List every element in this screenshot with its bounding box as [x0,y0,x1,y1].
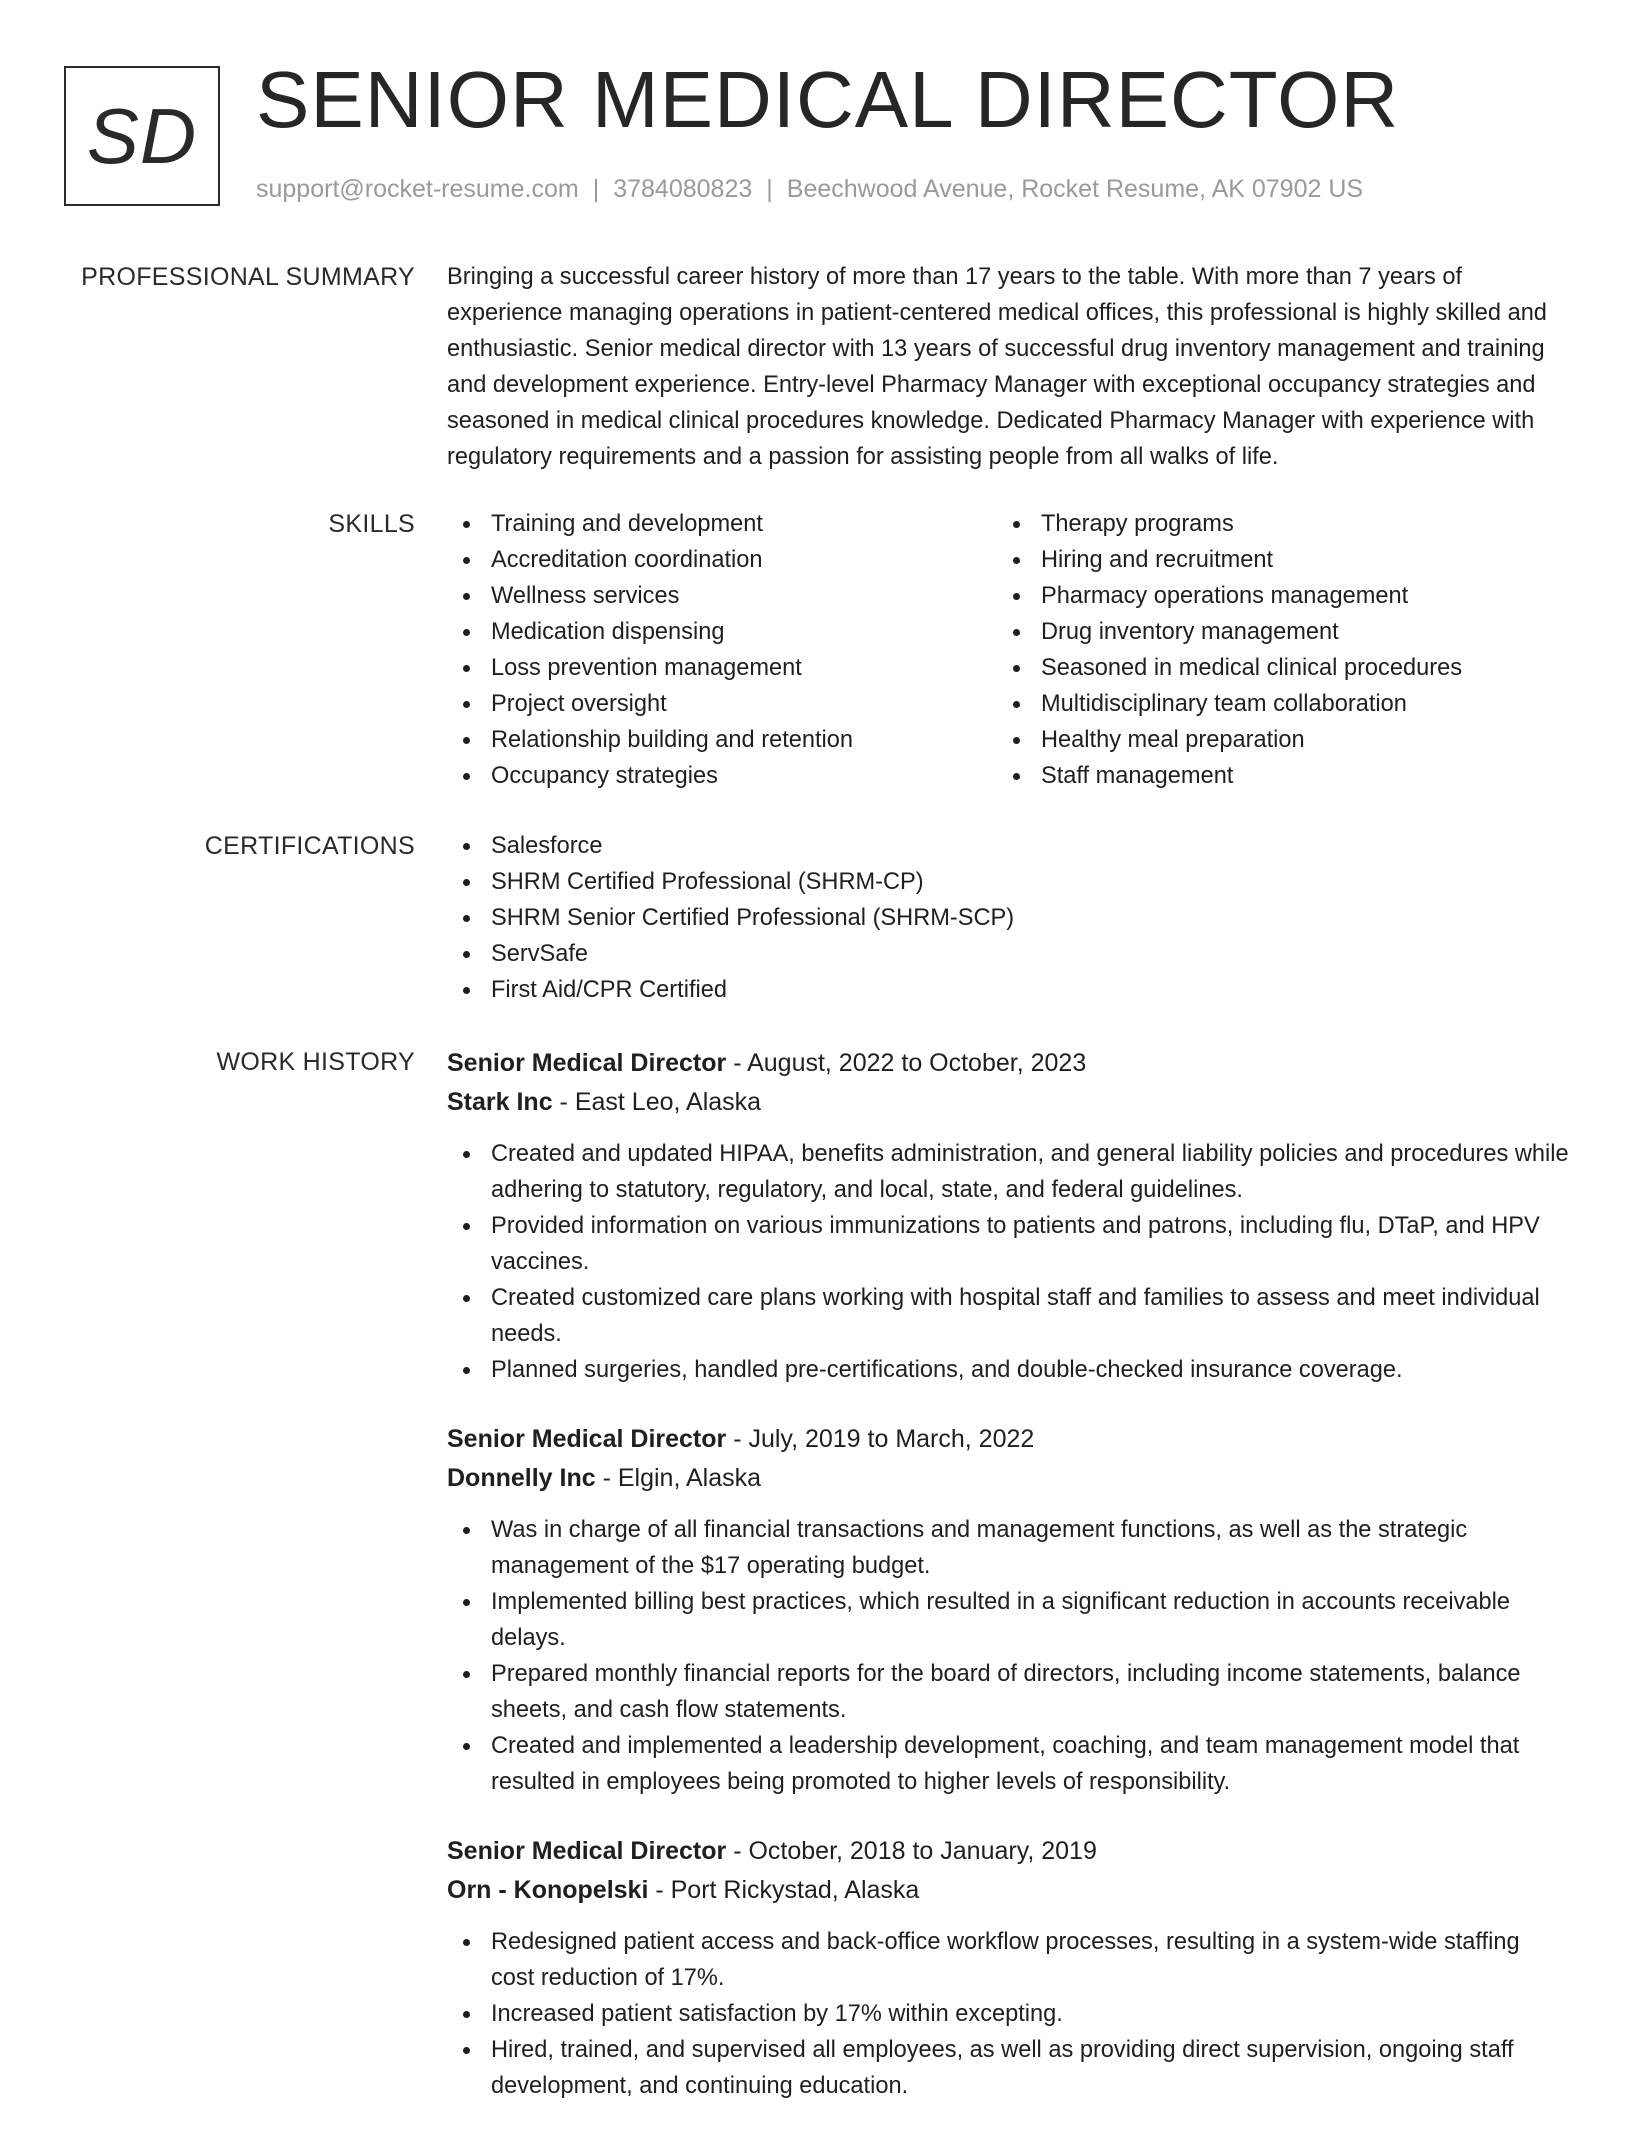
skill-item: Occupancy strategies [447,758,997,794]
job-location: - East Leo, Alaska [552,1088,762,1116]
skill-item: Therapy programs [997,506,1547,542]
job-duty: Was in charge of all financial transactions and management functions, as well as the strategic management of the $17 operating budget. [447,1512,1569,1584]
job-duty: Created and implemented a leadership development, coaching, and team management model that resulted in employees being promoted to higher levels of responsibility. [447,1728,1569,1800]
contact-separator: | [766,175,773,203]
contact-line [256,175,1363,204]
job-company-line [447,1459,1569,1498]
skill-item: Wellness services [447,578,997,614]
work-history-body [447,1044,1569,2136]
skills-list-left [447,506,997,794]
skill-item: Accreditation coordination [447,542,997,578]
job-location: - Elgin, Alaska [595,1464,761,1492]
contact-email[interactable]: support@rocket-resume.com [256,175,579,203]
skill-item: Drug inventory management [997,614,1547,650]
skill-item: Medication dispensing [447,614,997,650]
certification-item: SHRM Certified Professional (SHRM-CP) [447,864,1569,900]
job-title: Senior Medical Director [447,1049,727,1077]
summary-body [447,259,1569,475]
job-duty: Hired, trained, and supervised all employees, as well as providing direct supervision, ongoing staff development, and continuing education. [447,2032,1569,2104]
section-label-certifications: CERTIFICATIONS [204,832,415,860]
section-label-summary: PROFESSIONAL SUMMARY [81,263,415,291]
contact-phone[interactable]: 3784080823 [613,175,753,203]
job-duty: Implemented billing best practices, which resulted in a significant reduction in accounts receivable delays. [447,1584,1569,1656]
job-company-line [447,1083,1569,1122]
job-duties-list [447,1136,1569,1388]
job-company: Stark Inc [447,1088,553,1116]
skill-item: Multidisciplinary team collaboration [997,686,1547,722]
job-dates: - August, 2022 to October, 2023 [726,1049,1087,1077]
job-duties-list [447,1512,1569,1800]
job-duties-list [447,1924,1569,2104]
job-location: - Port Rickystad, Alaska [648,1876,920,1904]
job-entry [447,1044,1569,1388]
job-entry [447,1420,1569,1800]
certifications-list [447,828,1569,1008]
job-title: Senior Medical Director [447,1425,727,1453]
skill-item: Training and development [447,506,997,542]
skill-item: Healthy meal preparation [997,722,1547,758]
skill-item: Staff management [997,758,1547,794]
job-title-line [447,1420,1569,1459]
monogram-badge [64,66,220,206]
contact-address: Beechwood Avenue, Rocket Resume, AK 07902 US [786,175,1364,203]
job-title: Senior Medical Director [447,1837,727,1865]
certifications-body [447,828,1569,1008]
section-label-skills: SKILLS [328,510,415,538]
job-duty: Created customized care plans working with hospital staff and families to assess and meet individual needs. [447,1280,1569,1352]
skill-item: Relationship building and retention [447,722,997,758]
job-duty: Increased patient satisfaction by 17% within excepting. [447,1996,1569,2032]
certification-item: Salesforce [447,828,1569,864]
certification-item: First Aid/CPR Certified [447,972,1569,1008]
job-dates: - July, 2019 to March, 2022 [726,1425,1035,1453]
skill-item: Project oversight [447,686,997,722]
certification-item: ServSafe [447,936,1569,972]
job-dates: - October, 2018 to January, 2019 [726,1837,1097,1865]
job-duty: Redesigned patient access and back-office workflow processes, resulting in a system-wide staffing cost reduction of 17%. [447,1924,1569,1996]
contact-separator: | [592,175,600,203]
job-company-line [447,1871,1569,1910]
skills-list-right [997,506,1547,794]
job-duty: Planned surgeries, handled pre-certifications, and double-checked insurance coverage. [447,1352,1569,1388]
skill-item: Loss prevention management [447,650,997,686]
job-company: Orn - Konopelski [447,1876,649,1904]
resume-title: SENIOR MEDICAL DIRECTOR [256,55,1400,144]
job-duty: Created and updated HIPAA, benefits administration, and general liability policies and procedures while adhering to statutory, regulatory, and local, state, and federal guidelines. [447,1136,1569,1208]
job-company: Donnelly Inc [447,1464,596,1492]
monogram-initials: SD [86,92,198,180]
skills-columns [447,506,1569,794]
certification-item: SHRM Senior Certified Professional (SHRM-SCP) [447,900,1569,936]
skill-item: Seasoned in medical clinical procedures [997,650,1547,686]
job-title-line [447,1044,1569,1083]
summary-text: Bringing a successful career history of more than 17 years to the table. With more than 7 years of experience managing operations in patient-centered medical offices, this professional is highly skilled and enthusiastic. Senior medical director with 13 years of successful drug inventory management and training and development experience. Entry-level Pharmacy Manager with exceptional occupancy strategies and seasoned in medical clinical procedures knowledge. Dedicated Pharmacy Manager with experience with regulatory requirements and a passion for assisting people from all walks of life. [447,264,1547,470]
job-duty: Prepared monthly financial reports for the board of directors, including income statements, balance sheets, and cash flow statements. [447,1656,1569,1728]
section-label-work-history: WORK HISTORY [216,1048,415,1076]
job-title-line [447,1832,1569,1871]
skill-item: Hiring and recruitment [997,542,1547,578]
skill-item: Pharmacy operations management [997,578,1547,614]
job-entry [447,1832,1569,2104]
job-duty: Provided information on various immunizations to patients and patrons, including flu, DTaP, and HPV vaccines. [447,1208,1569,1280]
